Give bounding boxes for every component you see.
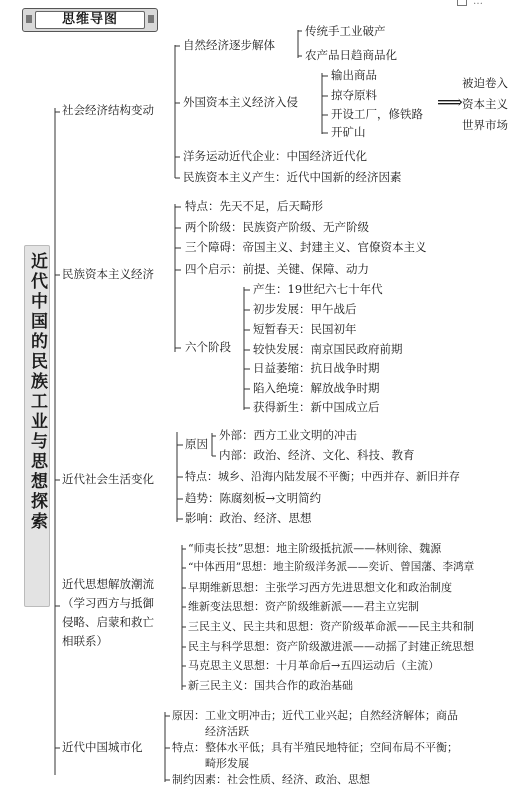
s4-ticks [182, 549, 186, 686]
section-1-label: 社会经济结构变动 [62, 103, 154, 117]
s2-item: 两个阶级：民族资产阶级、无产阶级 [185, 220, 369, 234]
s2-stage: 日益萎缩：抗日战争时期 [253, 361, 380, 375]
s2-stage: 较快发展：南京国民政府前期 [253, 342, 403, 356]
corner-text: … [473, 0, 483, 7]
s2-item: 三个障碍：帝国主义、封建主义、官僚资本主义 [185, 240, 427, 254]
s1-a-item: 传统手工业破产 [305, 24, 386, 38]
s4-item: 民主与科学思想：资产阶级激进派——动摇了封建正统思想 [188, 640, 474, 653]
s3-cause-brace [212, 433, 216, 456]
section-4-label-line: 侵略、启蒙和救亡 [62, 615, 154, 629]
s4-item: 三民主义、民主共和思想：资产阶级革命派——民主共和制 [188, 620, 474, 633]
s3-cause: 外部：西方工业文明的冲击 [219, 428, 357, 442]
section-4-label-line: 相联系） [62, 634, 108, 648]
s1-b-item: 输出商品 [331, 68, 377, 82]
side-title: 近代中国的民族工业与思想探索 [27, 252, 47, 532]
s3-item: 特点：城乡、沿海内陆发展不平衡；中西并存、新旧并存 [185, 470, 460, 483]
s4-item: 早期维新思想：主张学习西方先进思想文化和政治制度 [188, 581, 452, 594]
section-4-label: 近代思想解放潮流 [62, 577, 154, 591]
section-2-label: 民族资本主义经济 [62, 267, 154, 281]
main-ticks [55, 112, 60, 748]
s4-item: 维新变法思想：资产阶级维新派——君主立宪制 [188, 600, 419, 613]
s2-stage: 初步发展：甲午战后 [253, 302, 357, 316]
s1b-brace [322, 73, 328, 134]
s1-b-item: 掠夺原料 [331, 88, 377, 102]
s2-item: 四个启示：前提、关键、保障、动力 [185, 262, 369, 276]
s3-cause-label: 原因 [185, 437, 208, 451]
s2-stages-brace [244, 287, 250, 410]
s5-item: 原因：工业文明冲击；近代工业兴起；自然经济解体；商品 [172, 709, 458, 722]
s1a-brace [298, 30, 302, 58]
s1-a-item: 农产品日趋商品化 [305, 48, 397, 62]
s2-item: 特点：先天不足，后天畸形 [185, 199, 323, 213]
page-title: 思维导图 [35, 11, 145, 29]
s1-b-result: 被迫卷入 [462, 76, 508, 90]
s3-item: 趋势：陈腐刻板→文明简约 [185, 491, 322, 505]
s1-b-item: 开设工厂，修铁路 [331, 107, 423, 121]
s4-item: “中体西用”思想：地主阶级洋务派——奕䜣、曾国藩、李鸿章 [188, 561, 475, 573]
s3-ticks [177, 445, 183, 519]
s5-ticks [165, 716, 170, 780]
s2-ticks [175, 207, 181, 348]
s1-b-label: 外国资本主义经济入侵 [183, 95, 298, 109]
s3-item: 影响：政治、经济、思想 [185, 511, 312, 525]
s4-item: 新三民主义：国共合作的政治基础 [188, 679, 353, 692]
s1-b-result: 世界市场 [462, 118, 508, 132]
s3-cause: 内部：政治、经济、文化、科技、教育 [219, 448, 415, 462]
section-3-label: 近代社会生活变化 [62, 472, 154, 486]
s1-d: 民族资本主义产生：近代中国新的经济因素 [183, 170, 402, 184]
s4-item: 马克思主义思想：十月革命后→五四运动后（主流） [188, 659, 440, 672]
s2-stage: 产生：19世纪六七十年代 [253, 282, 383, 296]
s5-item-cont: 畸形发展 [205, 757, 249, 770]
s5-item: 特点：整体水平低；具有半殖民地特征；空间布局不平衡； [172, 741, 458, 754]
s2-stage: 获得新生：新中国成立后 [253, 400, 380, 414]
s5-item: 制约因素：社会性质、经济、政治、思想 [172, 773, 370, 786]
s1-a-label: 自然经济逐步解体 [183, 38, 275, 52]
s1-b-item: 开矿山 [331, 125, 366, 139]
s1-c: 洋务运动近代企业：中国经济近代化 [183, 149, 367, 163]
s2-stages-label: 六个阶段 [185, 340, 231, 354]
s5-item-cont: 经济活跃 [205, 725, 249, 738]
s1-b-result: 资本主义 [462, 97, 508, 111]
arrow-icon: ⟹ [437, 92, 463, 113]
section-4-label-line: （学习西方与抵御 [62, 596, 154, 610]
section-5-label: 近代中国城市化 [62, 740, 143, 754]
s4-item: “师夷长技”思想：地主阶级抵抗派——林则徐、魏源 [188, 542, 442, 555]
s1-ticks [175, 46, 180, 178]
s2-stage: 陷入绝境：解放战争时期 [253, 381, 380, 395]
s2-stage: 短暂春天：民国初年 [253, 322, 357, 336]
